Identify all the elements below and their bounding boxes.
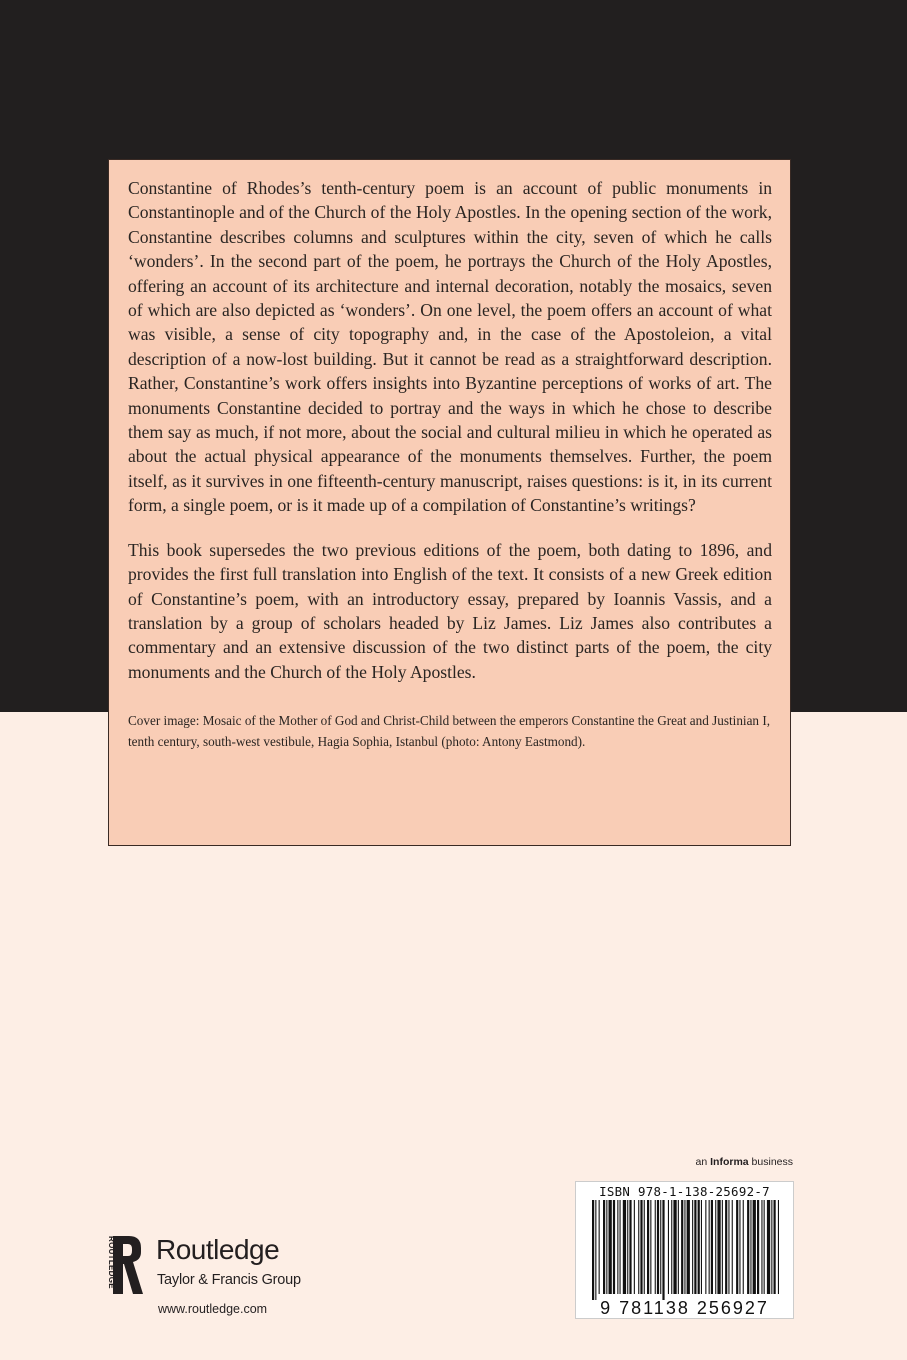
barcode-bar (743, 1200, 744, 1294)
barcode-bar (638, 1200, 639, 1294)
informa-brand: Informa (710, 1156, 749, 1168)
barcode-bar (774, 1200, 776, 1294)
barcode-bar (634, 1200, 635, 1294)
barcode-bar (711, 1200, 713, 1294)
isbn-label: ISBN 978-1-138-25692-7 (599, 1184, 770, 1199)
barcode-bar (739, 1200, 740, 1294)
informa-prefix: an (695, 1156, 711, 1168)
barcode-bar (728, 1200, 729, 1294)
barcode-bar (750, 1200, 751, 1294)
barcode-bar (681, 1200, 683, 1294)
barcode-bar (644, 1200, 645, 1294)
barcode-bar (613, 1200, 615, 1294)
barcode-bar (705, 1200, 706, 1294)
barcode-bar (715, 1200, 716, 1294)
barcode-bar (767, 1200, 770, 1294)
barcode-bar (778, 1200, 779, 1294)
publisher-group: Taylor & Francis Group (157, 1272, 301, 1288)
barcode-bar (671, 1200, 672, 1294)
barcode-bar (747, 1200, 749, 1294)
barcode-digits: 9 781138 256927 (600, 1298, 769, 1318)
barcode-bar (709, 1200, 710, 1294)
barcode-bar (668, 1200, 669, 1294)
barcode-bar (692, 1200, 693, 1294)
barcode-bar (620, 1200, 621, 1294)
barcode-bar (673, 1200, 676, 1294)
publisher-name: Routledge (156, 1234, 280, 1265)
barcode-bar (603, 1200, 605, 1294)
barcode-bar (606, 1200, 607, 1294)
barcode-bar (694, 1200, 696, 1294)
blurb-panel (108, 159, 791, 846)
barcode-bar (701, 1200, 702, 1294)
barcode-bar (687, 1200, 690, 1294)
barcode-bar (660, 1200, 661, 1294)
blurb-paragraph-2: This book supersedes the two previous editions of the poem, both dating to 1896, and provides the first full translation into English of the text. It consists of a new Greek edition of Constantine’s poem, with an introductory essay, prepared by Ioannis Vassis, and a translation by a group of scholars headed by Liz James. Liz James also contributes a commentary and an extensive discussion of the two distinct parts of the poem, the city monuments and the Church of the Holy Apostles. (128, 539, 772, 682)
barcode-bar (627, 1200, 628, 1294)
blurb-paragraph-1: Constantine of Rhodes’s tenth-century poem is an account of public monuments in Constantinople and of the Church of the Holy Apostles. In the opening section of the work, Constantine describes columns and sculptures within the city, seven of which he calls ‘wonders’. In the second part of the poem, he portrays the Church of the Holy Apostles, offering an account of its architecture and internal decoration, notably the mosaics, seven of which are also depicted as ‘wonders’. On one level, the poem offers an account of what was visible, a sense of city topography and, in the case of the Apostoleion, a vital description of a now-lost building. But it cannot be read as a straightforward description. Rather, Constantine’s work offers insights into Byzantine perceptions of works of art. The monuments Constantine decided to portray and the ways in which he chose to describe them say as much, if not more, about the social and cultural milieu in which he operated as about the actual physical appearance of the monuments themselves. Further, the poem itself, as it survives in one fifteenth-century manuscript, raises questions: is it, in its current form, a single poem, or is it made up of a compilation of Constantine’s writings? (128, 178, 772, 516)
isbn-barcode (575, 1181, 794, 1319)
cover-image-credit: Cover image: Mosaic of the Mother of God and Christ-Child between the emperors Constantine the Great and Justinian I, tenth century, south-west vestibule, Hagia Sophia, Istanbul (photo: Antony Eastmond). (128, 713, 771, 749)
informa-tagline (696, 1156, 793, 1168)
barcode-bar (629, 1200, 631, 1294)
barcode-bar (623, 1200, 626, 1294)
barcode-bar (592, 1200, 594, 1300)
barcode-bar (757, 1200, 759, 1294)
barcode-bar (647, 1200, 649, 1294)
barcode-bar (753, 1200, 756, 1294)
barcode-bar (617, 1200, 618, 1294)
barcode-bar (609, 1200, 612, 1294)
barcode-bar (599, 1200, 600, 1294)
barcode-bar (722, 1200, 723, 1294)
informa-suffix: business (748, 1156, 793, 1168)
barcode-bar (650, 1200, 651, 1294)
routledge-logo-text: ROUTLEDGE (107, 1236, 116, 1289)
publisher-url[interactable]: www.routledge.com (158, 1302, 268, 1316)
publisher-block (103, 1234, 363, 1324)
barcode-bar (771, 1200, 772, 1294)
routledge-logo-icon (103, 1234, 147, 1296)
barcode-bar (736, 1200, 738, 1294)
barcode-bar (684, 1200, 685, 1294)
barcode-bar (732, 1200, 733, 1294)
barcode-bar (640, 1200, 642, 1294)
barcode-bar (725, 1200, 727, 1294)
barcode-bar (698, 1200, 700, 1294)
barcode-bar (662, 1200, 664, 1300)
barcode-bar (678, 1200, 679, 1294)
barcode-bar (595, 1200, 596, 1300)
barcode-bar (764, 1200, 765, 1294)
barcode-bar (657, 1200, 659, 1294)
barcode-bar (655, 1200, 656, 1294)
barcode-bar (717, 1200, 720, 1294)
barcode-bar (761, 1200, 762, 1294)
